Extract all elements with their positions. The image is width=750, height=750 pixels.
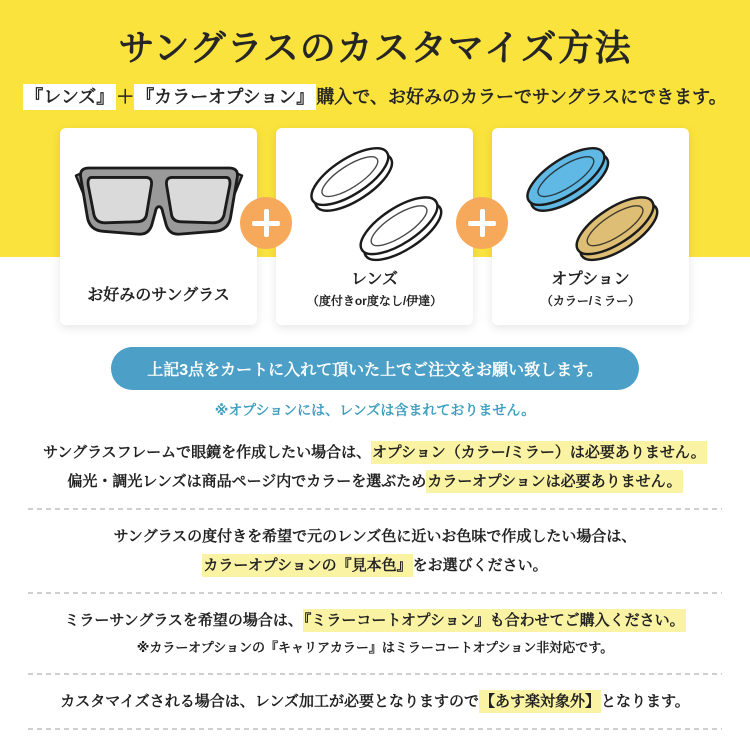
card-sunglasses-label: お好みのサングラス: [87, 287, 230, 304]
dashed-divider: [28, 592, 722, 594]
note-block-sample-color: [0, 522, 750, 580]
highlighted-text: 【あす楽対象外】: [479, 690, 601, 713]
option-disclaimer-note: ※オプションには、レンズは含まれておりません。: [214, 402, 536, 418]
card-lens-label: レンズ: [350, 271, 399, 288]
card-option-sublabel: （カラー/ミラー）: [540, 294, 641, 308]
card-lens-sublabel: （度付きor度なし/伊達）: [306, 294, 443, 308]
note-block-asuraku: [0, 687, 750, 716]
card-option-label: オプション: [551, 271, 630, 288]
subtitle-plus-sign: ＋: [116, 87, 135, 107]
subtitle-rest: 購入で、お好みのカラーでサングラスにできます。: [316, 87, 727, 107]
dashed-divider: [28, 508, 722, 510]
plus-icon: [456, 197, 508, 249]
highlighted-text: カラーオプションは必要ありません。: [426, 470, 682, 493]
note-block-mirror-coat: [0, 606, 750, 661]
page-title: サングラスのカスタマイズ方法: [118, 27, 632, 68]
note-block-frame-only: [0, 438, 750, 496]
note-line: カスタマイズされる場合は、レンズ加工が必要となりますので【あす楽対象外】となります。: [0, 687, 750, 716]
steps-row: [60, 128, 689, 325]
card-lens: [276, 128, 473, 325]
note-line: サングラスの度付きを希望で元のレンズ色に近いお色味で作成したい場合は、: [113, 528, 637, 545]
order-instruction-banner: [111, 347, 639, 390]
notes-section: [0, 438, 750, 730]
note-line-small: ※カラーオプションの『キャリアカラー』はミラーコートオプション非対応です。: [136, 640, 614, 655]
dashed-divider: [28, 673, 722, 675]
color-lenses-icon: [517, 138, 665, 266]
card-sunglasses: [60, 128, 257, 325]
note-line: ミラーサングラスを希望の場合は、『ミラーコートオプション』も合わせてご購入ください。: [0, 606, 750, 635]
plus-icon: [240, 197, 292, 249]
subtitle-lens-term: 『レンズ』: [23, 84, 116, 110]
sunglasses-icon: [74, 138, 244, 266]
highlighted-text: カラーオプションの『見本色』: [202, 554, 412, 577]
note-line: サングラスフレームで眼鏡を作成したい場合は、オプション（カラー/ミラー）は必要ありません。: [0, 438, 750, 467]
hero-subtitle: [0, 83, 750, 109]
order-instruction-text: 上記3点をカートに入れて頂いた上でご注文をお願い致します。: [147, 362, 603, 379]
highlighted-text: オプション（カラー/ミラー）は必要ありません。: [371, 441, 707, 464]
dashed-divider: [28, 728, 722, 730]
subtitle-color-option-term: 『カラーオプション』: [134, 84, 316, 110]
card-option: [492, 128, 689, 325]
note-line: 偏光・調光レンズは商品ページ内でカラーを選ぶためカラーオプションは必要ありません。: [0, 467, 750, 496]
highlighted-text: 『ミラーコートオプション』も合わせてご購入ください。: [303, 609, 686, 632]
clear-lenses-icon: [301, 138, 449, 266]
note-line: カラーオプションの『見本色』をお選びください。: [0, 551, 750, 580]
